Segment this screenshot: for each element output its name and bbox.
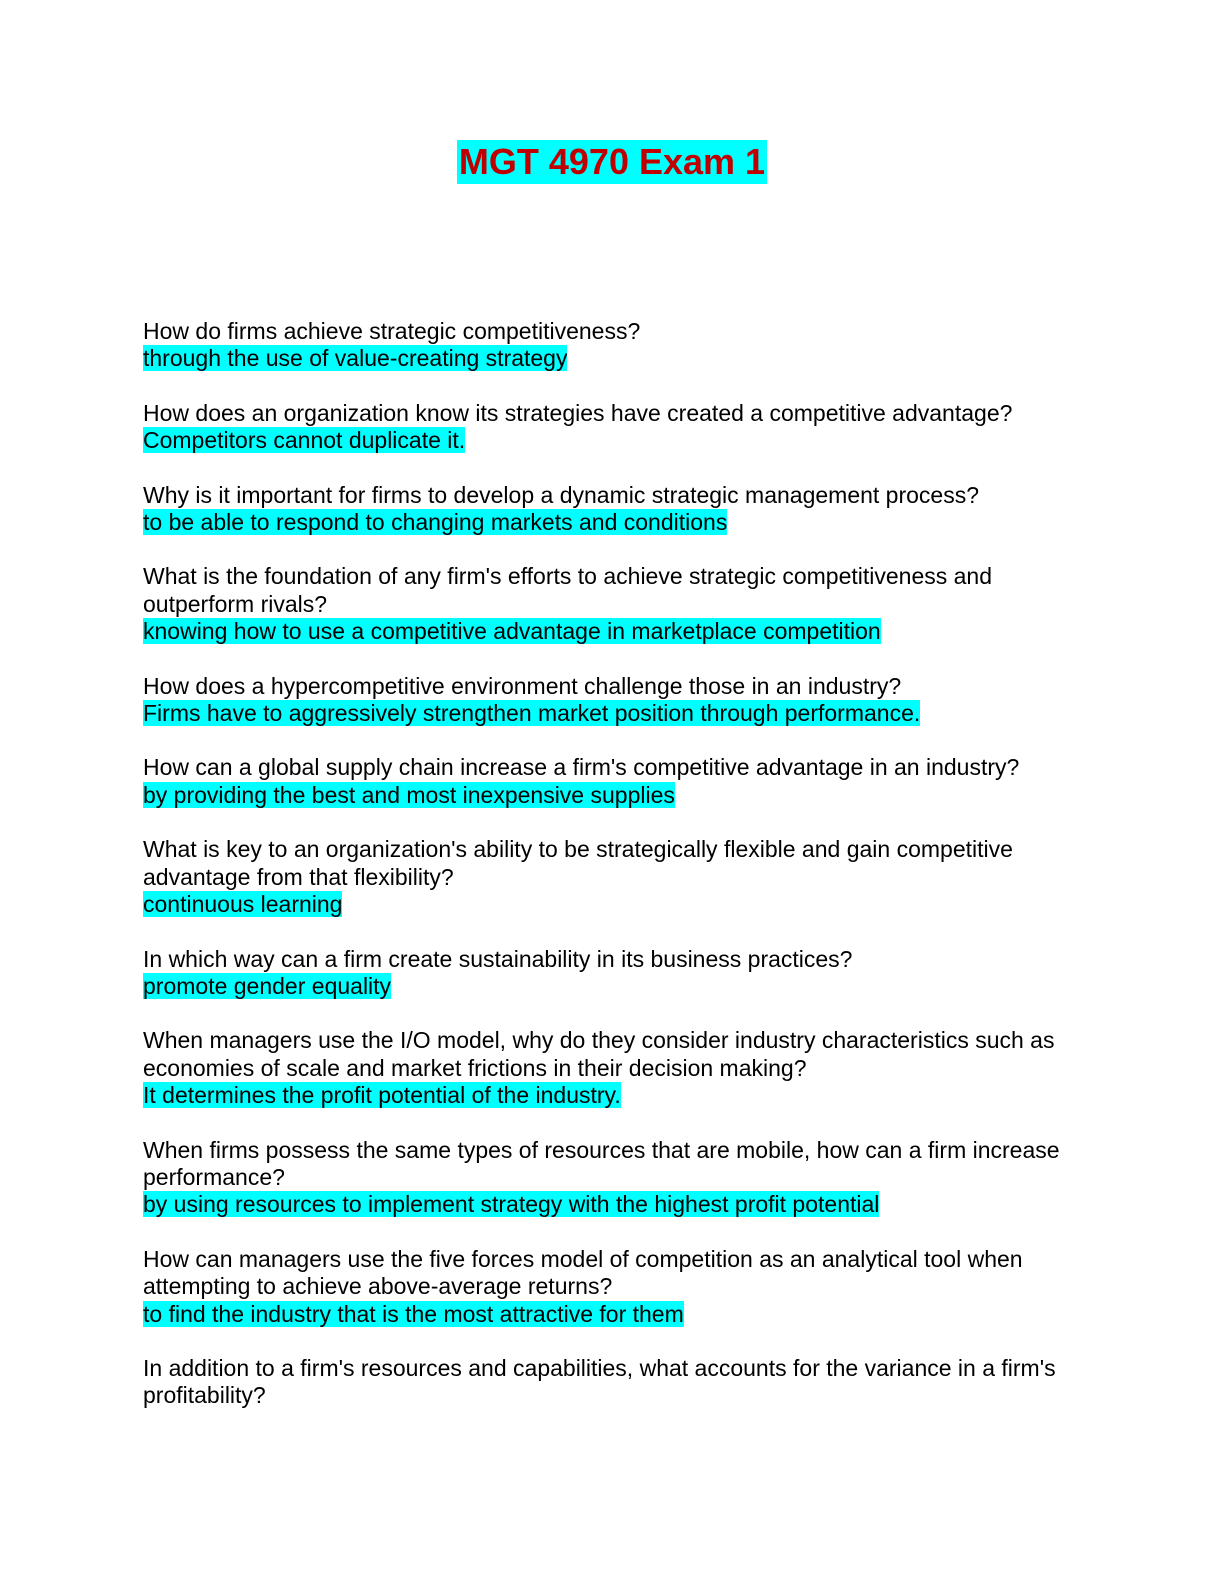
answer-text: It determines the profit potential of the industry.	[143, 1082, 621, 1109]
document-title: MGT 4970 Exam 1	[458, 141, 766, 182]
answer-line	[143, 973, 1073, 1000]
qa-item	[143, 563, 1073, 645]
question-text: How does an organization know its strategies have created a competitive advantage?	[143, 399, 1013, 426]
question-text: What is key to an organization's ability to be strategically flexible and gain competitive advantage from that flexibility?	[143, 836, 1013, 890]
answer-line	[143, 1082, 1073, 1109]
question-text: How can a global supply chain increase a firm's competitive advantage in an industry?	[143, 754, 1020, 781]
answer-line	[143, 782, 1073, 809]
answer-text: to be able to respond to changing markets and conditions	[143, 509, 728, 536]
answer-text: continuous learning	[143, 891, 343, 918]
question-text: How do firms achieve strategic competitiveness?	[143, 318, 641, 344]
question-text: When firms possess the same types of resources that are mobile, how can a firm increase performance?	[143, 1136, 1060, 1190]
question-text: Why is it important for firms to develop a dynamic strategic management process?	[143, 481, 980, 508]
answer-text: knowing how to use a competitive advantage in marketplace competition	[143, 618, 881, 645]
qa-item	[143, 400, 1073, 455]
answer-text: to find the industry that is the most attractive for them	[143, 1300, 684, 1327]
title-container	[0, 140, 1224, 184]
answer-text: through the use of value-creating strategy	[143, 345, 568, 372]
qa-item	[143, 1355, 1073, 1410]
answer-line	[143, 1301, 1073, 1328]
question-text: In which way can a firm create sustainability in its business practices?	[143, 945, 853, 972]
answer-text: by providing the best and most inexpensive supplies	[143, 781, 675, 808]
answer-text: promote gender equality	[143, 972, 392, 999]
qa-item	[143, 318, 1073, 373]
answer-text: Competitors cannot duplicate it.	[143, 427, 466, 454]
question-text: What is the foundation of any firm's efforts to achieve strategic competitiveness and outperform rivals?	[143, 563, 993, 617]
qa-item	[143, 836, 1073, 918]
qa-item	[143, 754, 1073, 809]
question-text: How can managers use the five forces model of competition as an analytical tool when attempting to achieve above-average returns?	[143, 1245, 1023, 1300]
qa-item	[143, 1027, 1073, 1109]
answer-text: by using resources to implement strategy with the highest profit potential	[143, 1191, 880, 1218]
answer-line	[143, 618, 1073, 645]
answer-line	[143, 345, 1073, 372]
answer-text: Firms have to aggressively strengthen market position through performance.	[143, 700, 921, 727]
answer-line	[143, 427, 1073, 454]
question-text: In addition to a firm's resources and capabilities, what accounts for the variance in a firm's profitability?	[143, 1354, 1056, 1409]
question-text: How does a hypercompetitive environment challenge those in an industry?	[143, 672, 902, 699]
qa-item	[143, 482, 1073, 537]
answer-line	[143, 1191, 1073, 1218]
answer-line	[143, 509, 1073, 536]
answer-line	[143, 700, 1073, 727]
qa-list	[143, 318, 1073, 1437]
qa-item	[143, 1137, 1073, 1219]
qa-item	[143, 946, 1073, 1001]
answer-line	[143, 891, 1073, 918]
qa-item	[143, 673, 1073, 728]
qa-item	[143, 1246, 1073, 1328]
question-text: When managers use the I/O model, why do they consider industry characteristics such as economies of scale and market frictions in their decision making?	[143, 1027, 1055, 1081]
